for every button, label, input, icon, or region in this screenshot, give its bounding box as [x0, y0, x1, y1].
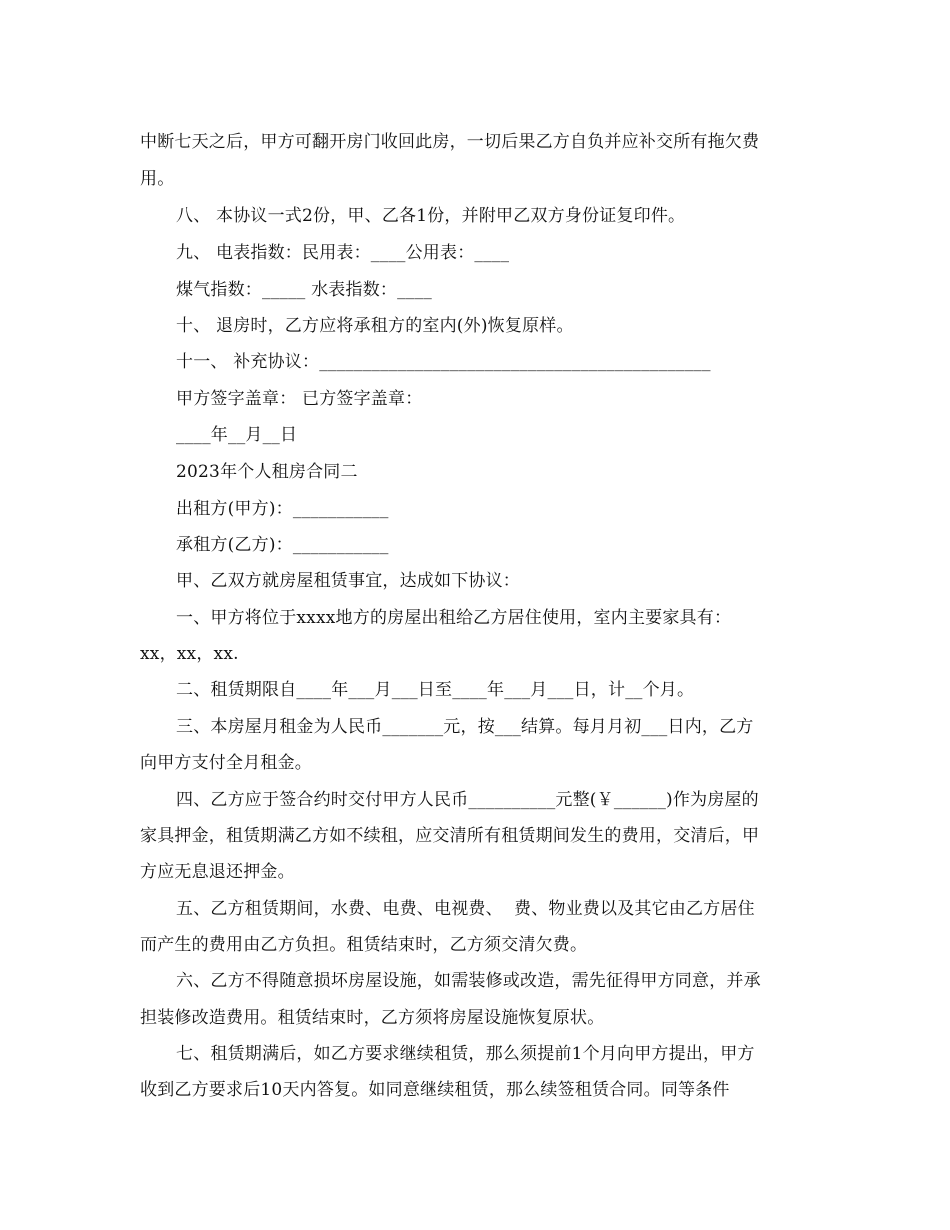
clause-8: 八、 本协议一式2份，甲、乙各1份，并附甲乙双方身份证复印件。: [176, 206, 686, 226]
text-line: xx，xx，xx.: [140, 644, 239, 664]
clause-9: 九、 电表指数：民用表：____公用表：____: [176, 243, 510, 263]
article-1: 一、甲方将位于xxxx地方的房屋出租给乙方居住使用，室内主要家具有：: [176, 608, 732, 628]
text-line: 中断七天之后，甲方可翻开房门收回此房，一切后果乙方自负并应补交所有拖欠费: [140, 132, 760, 152]
article-5: 五、乙方租赁期间，水费、电费、电视费、 费、物业费以及其它由乙方居住: [176, 899, 755, 919]
article-6: 六、乙方不得随意损坏房屋设施，如需装修或改造，需先征得甲方同意，并承: [176, 971, 761, 991]
text-line: 收到乙方要求后10天内答复。如同意继续租赁，那么续签租赁合同。同等条件: [140, 1080, 730, 1100]
text-line: 家具押金，租赁期满乙方如不续租，应交清所有租赁期间发生的费用，交清后，甲: [140, 826, 760, 846]
preamble: 甲、乙双方就房屋租赁事宜，达成如下协议：: [176, 571, 520, 591]
contract-title: 2023年个人租房合同二: [176, 462, 358, 482]
date-line: ____年__月__日: [176, 425, 298, 445]
article-4: 四、乙方应于签合约时交付甲方人民币__________元整(￥______)作为房屋的: [176, 790, 759, 810]
signature-line: 甲方签字盖章： 已方签字盖章：: [176, 389, 423, 409]
article-3: 三、本房屋月租金为人民币_______元，按___结算。每月月初___日内，乙方: [176, 717, 754, 737]
text-line: 方应无息退还押金。: [140, 862, 295, 882]
lessor-line: 出租方(甲方)：___________: [176, 499, 389, 519]
text-line: 担装修改造费用。租赁结束时，乙方须将房屋设施恢复原状。: [140, 1008, 605, 1028]
text-line: 向甲方支付全月租金。: [140, 753, 312, 773]
text-line: 用。: [140, 169, 175, 189]
article-7: 七、租赁期满后，如乙方要求继续租赁，那么须提前1个月向甲方提出，甲方: [176, 1044, 755, 1064]
article-2: 二、租赁期限自____年___月___日至____年___月___日，计__个月。: [176, 680, 695, 700]
meter-readings: 煤气指数：_____ 水表指数：____: [176, 280, 432, 300]
clause-11: 十一、 补充协议：_____________________________________________: [176, 352, 711, 372]
text-line: 而产生的费用由乙方负担。租赁结束时，乙方须交清欠费。: [140, 935, 588, 955]
clause-10: 十、 退房时，乙方应将承租方的室内(外)恢复原样。: [176, 316, 574, 336]
lessee-line: 承租方(乙方)：___________: [176, 535, 389, 555]
